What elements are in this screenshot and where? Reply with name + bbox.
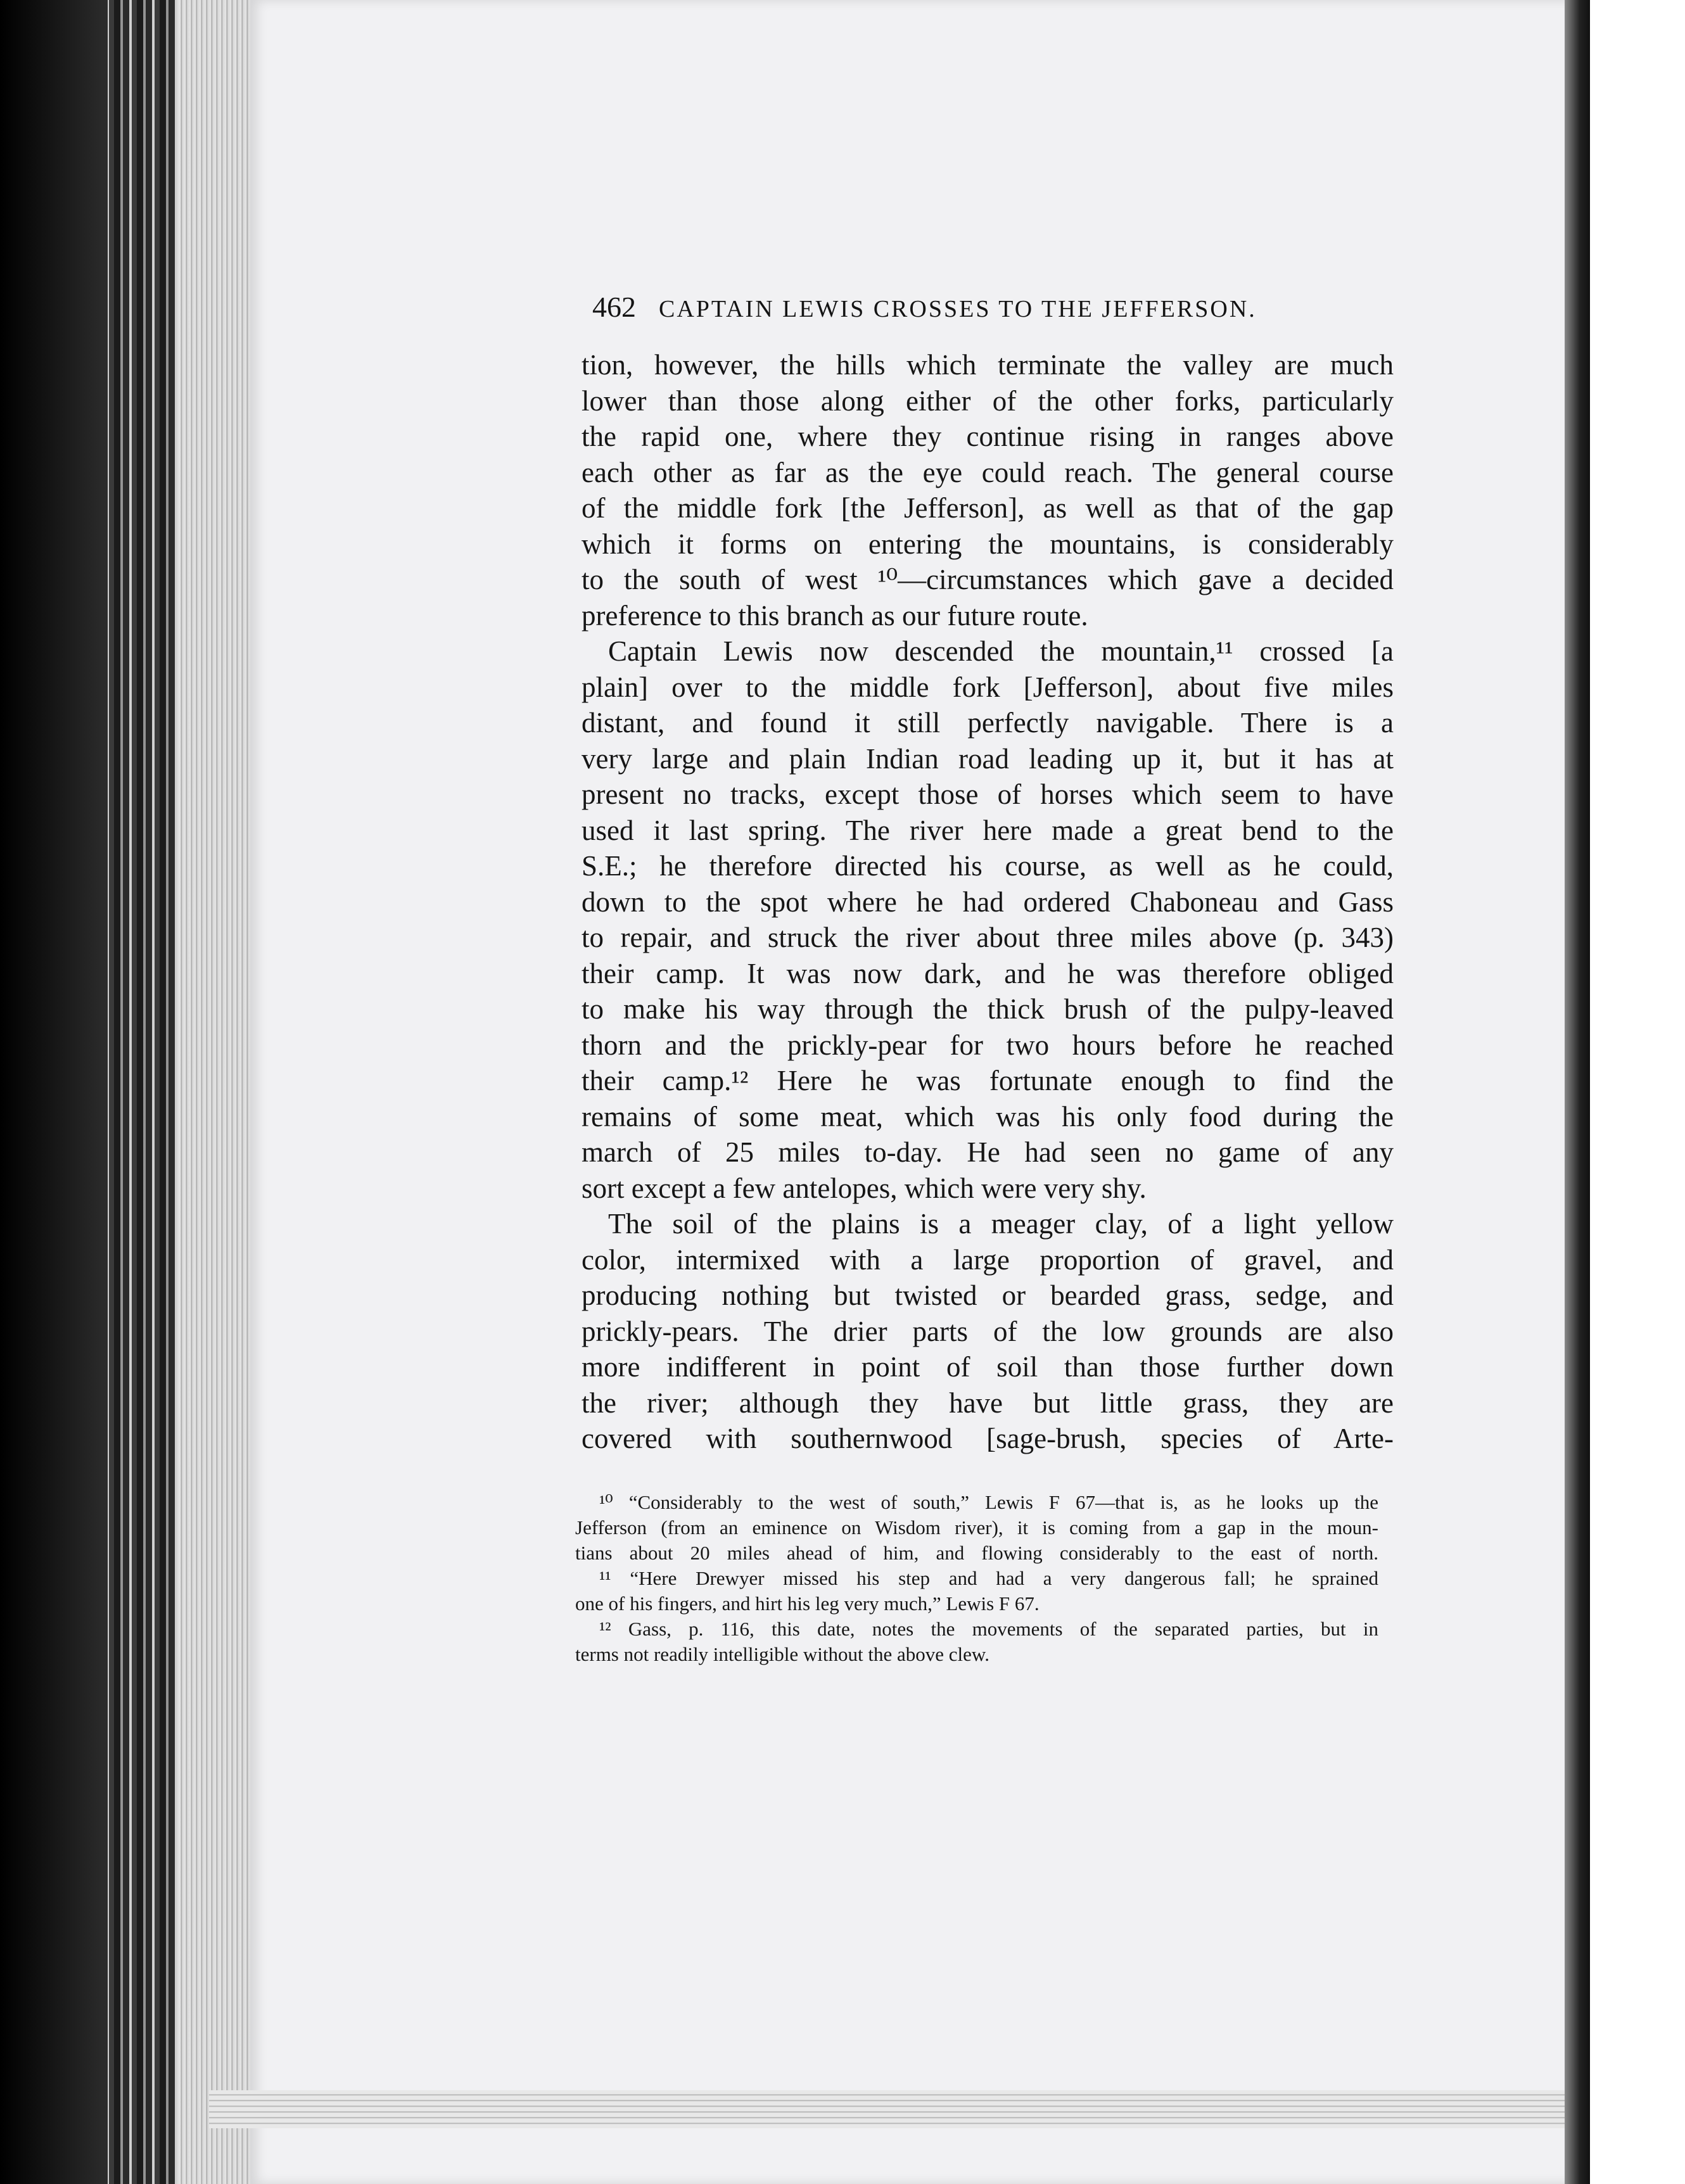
body-line: remains of some meat, which was his only food during the	[582, 1100, 1394, 1133]
body-line: lower than those along either of the other forks, particularly	[582, 384, 1394, 417]
body-line: producing nothing but twisted or bearded grass, sedge, and	[582, 1279, 1394, 1311]
body-line: thorn and the prickly-pear for two hours before he reached	[582, 1029, 1394, 1061]
page-number: 462	[592, 291, 636, 323]
footnote-line: ¹² Gass, p. 116, this date, notes the movements of the separated parties, but in	[599, 1618, 1378, 1640]
page-right-shadow	[1565, 0, 1590, 2184]
body-line: Captain Lewis now descended the mountain,¹¹ crossed [a	[608, 635, 1394, 667]
body-line: used it last spring. The river here made a great bend to the	[582, 814, 1394, 846]
body-line: color, intermixed with a large proportion of gravel, and	[582, 1243, 1394, 1276]
body-line: the river; although they have but little grass, they are	[582, 1387, 1394, 1419]
running-head	[592, 290, 1327, 328]
body-line: S.E.; he therefore directed his course, as well as he could,	[582, 850, 1394, 882]
body-line: the rapid one, where they continue rising in ranges above	[582, 421, 1394, 452]
body-line: present no tracks, except those of horses which seem to have	[582, 778, 1394, 810]
body-line: march of 25 miles to-day. He had seen no game of any	[582, 1136, 1394, 1168]
footnote-line: tians about 20 miles ahead of him, and flowing considerably to the east of north.	[575, 1542, 1378, 1564]
body-line: their camp.¹² Here he was fortunate enough to find the	[582, 1065, 1394, 1096]
body-line: to make his way through the thick brush of the pulpy-leaved	[582, 993, 1394, 1025]
body-line: more indifferent in point of soil than those further down	[582, 1351, 1394, 1383]
body-line: distant, and found it still perfectly navigable. There is a	[582, 707, 1394, 739]
footnote-line: Jefferson (from an eminence on Wisdom river), it is coming from a gap in the moun-	[575, 1516, 1378, 1539]
body-line: down to the spot where he had ordered Chaboneau and Gass	[582, 886, 1394, 918]
page-stack-edge	[177, 0, 253, 2184]
body-line: preference to this branch as our future route.	[582, 599, 1088, 632]
body-line: of the middle fork [the Jefferson], as well as that of the gap	[582, 492, 1394, 524]
footnote-line: terms not readily intelligible without the above clew.	[575, 1643, 989, 1665]
footnote-line: ¹¹ “Here Drewyer missed his step and had a very dangerous fall; he sprained	[599, 1567, 1378, 1589]
right-margin	[1590, 0, 1685, 2184]
body-text	[582, 347, 1394, 1457]
page-bottom-edge	[209, 2090, 1584, 2128]
body-line: sort except a few antelopes, which were very shy.	[582, 1172, 1147, 1204]
footnote-line: ¹⁰ “Considerably to the west of south,” Lewis F 67—that is, as he looks up the	[599, 1491, 1378, 1513]
body-line: each other as far as the eye could reach. The general course	[582, 456, 1394, 488]
body-line: very large and plain Indian road leading up it, but it has at	[582, 742, 1394, 775]
body-line: their camp. It was now dark, and he was therefore obliged	[582, 957, 1394, 989]
body-line: The soil of the plains is a meager clay, of a light yellow	[608, 1208, 1394, 1240]
body-line: which it forms on entering the mountains, is considerably	[582, 528, 1394, 560]
running-head-title: CAPTAIN LEWIS CROSSES TO THE JEFFERSON.	[659, 296, 1257, 322]
body-line: to the south of west ¹⁰—circumstances which gave a decided	[582, 564, 1394, 595]
body-line: tion, however, the hills which terminate the valley are much	[582, 349, 1394, 381]
body-line: plain] over to the middle fork [Jefferson], about five miles	[582, 671, 1394, 703]
body-line: covered with southernwood [sage-brush, species of Arte-	[582, 1423, 1394, 1454]
book-binding-shadow	[0, 0, 108, 2184]
footnote-line: one of his fingers, and hirt his leg very much,” Lewis F 67.	[575, 1592, 1040, 1615]
footnotes	[575, 1490, 1378, 1667]
body-line: to repair, and struck the river about three miles above (p. 343)	[582, 922, 1394, 953]
body-line: prickly-pears. The drier parts of the low grounds are also	[582, 1315, 1394, 1347]
